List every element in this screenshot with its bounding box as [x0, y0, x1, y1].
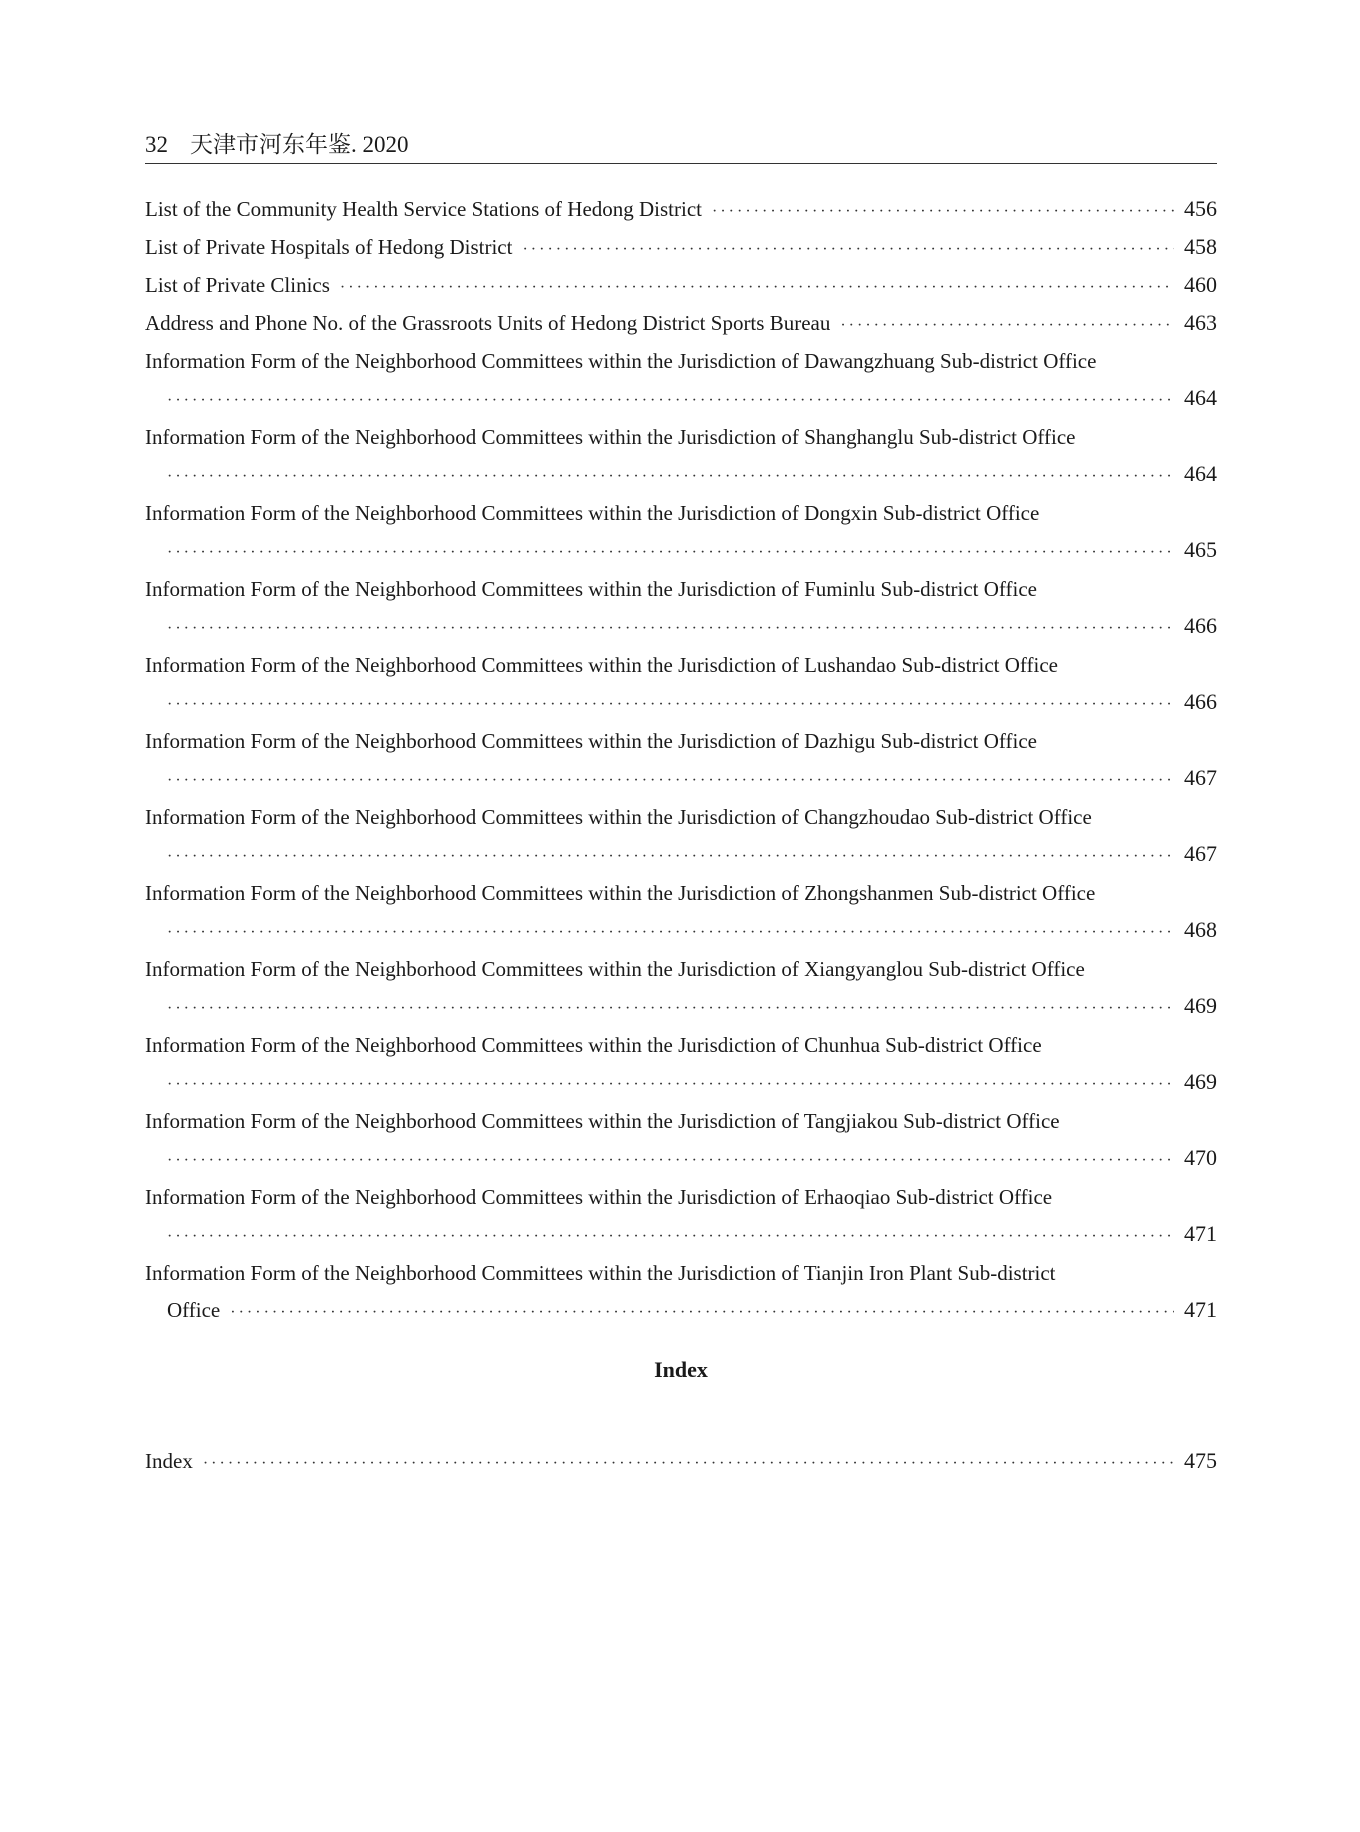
toc-entry-continuation[interactable] — [167, 1067, 1217, 1097]
toc-entry-title[interactable]: Information Form of the Neighborhood Committees within the Jurisdiction of Dawangzhuang Sub-district Office — [145, 349, 1097, 373]
toc-entry-continuation[interactable] — [167, 991, 1217, 1021]
toc-entry[interactable] — [145, 270, 1217, 300]
toc-entry-title[interactable]: Information Form of the Neighborhood Committees within the Jurisdiction of Erhaoqiao Sub-district Office — [145, 1185, 1053, 1209]
toc-entry-title[interactable]: Information Form of the Neighborhood Committees within the Jurisdiction of Lushandao Sub-district Office — [145, 653, 1058, 677]
dot-leader — [340, 273, 1174, 303]
toc-entry-continuation[interactable] — [167, 915, 1217, 945]
dot-leader — [167, 1146, 1174, 1176]
toc-entry-title: List of Private Hospitals of Hedong District — [145, 235, 513, 259]
dot-leader — [167, 994, 1174, 1024]
toc-entry-title[interactable]: Information Form of the Neighborhood Committees within the Jurisdiction of Xiangyanglou Sub-district Office — [145, 957, 1085, 981]
toc-entry-continuation[interactable] — [167, 611, 1217, 641]
dot-leader — [840, 311, 1174, 341]
toc-entry[interactable] — [145, 308, 1217, 338]
toc-entry-title[interactable]: Information Form of the Neighborhood Committees within the Jurisdiction of Tangjiakou Sub-district Office — [145, 1109, 1060, 1133]
index-entry-page: 475 — [1184, 1448, 1217, 1473]
toc-entry-page: 468 — [1184, 917, 1217, 942]
toc-entry-continuation[interactable] — [167, 763, 1217, 793]
toc-entry[interactable] — [145, 194, 1217, 224]
toc-entry-title[interactable]: Information Form of the Neighborhood Committees within the Jurisdiction of Fuminlu Sub-district Office — [145, 577, 1038, 601]
toc-entry-title: List of the Community Health Service Stations of Hedong District — [145, 197, 703, 221]
toc-entry-title[interactable]: Information Form of the Neighborhood Committees within the Jurisdiction of Shanghanglu Sub-district Office — [145, 425, 1076, 449]
toc-entry-title[interactable]: Information Form of the Neighborhood Committees within the Jurisdiction of Chunhua Sub-district Office — [145, 1033, 1042, 1057]
toc-entry-page: 464 — [1184, 461, 1217, 486]
book-title: 天津市河东年鉴. 2020 — [190, 132, 409, 157]
toc-entry-page: 469 — [1184, 1069, 1217, 1094]
header-rule — [145, 163, 1217, 164]
dot-leader — [167, 386, 1174, 416]
toc-entry-page: 463 — [1184, 310, 1217, 335]
dot-leader — [167, 614, 1174, 644]
toc-entry-page: 466 — [1184, 613, 1217, 638]
toc-entry-title[interactable]: Information Form of the Neighborhood Committees within the Jurisdiction of Dongxin Sub-district Office — [145, 501, 1040, 525]
toc-entry-title[interactable]: Information Form of the Neighborhood Committees within the Jurisdiction of Changzhoudao Sub-district Office — [145, 805, 1092, 829]
toc-entry-page: 469 — [1184, 993, 1217, 1018]
toc-entry-page: 467 — [1184, 841, 1217, 866]
toc-entry-continuation[interactable] — [167, 687, 1217, 717]
dot-leader — [167, 690, 1174, 720]
dot-leader — [167, 538, 1174, 568]
dot-leader — [167, 842, 1174, 872]
dot-leader — [203, 1449, 1174, 1479]
toc-entry-title[interactable]: Information Form of the Neighborhood Committees within the Jurisdiction of Dazhigu Sub-district Office — [145, 729, 1037, 753]
toc-entry-continuation[interactable] — [167, 535, 1217, 565]
toc-entry-title-continued: Office — [167, 1298, 221, 1322]
running-header — [145, 128, 1217, 162]
toc-entry-page: 460 — [1184, 272, 1217, 297]
dot-leader — [167, 766, 1174, 796]
toc-entry-continuation[interactable] — [167, 459, 1217, 489]
toc-entry-continuation[interactable] — [167, 1295, 1217, 1325]
toc-entry-continuation[interactable] — [167, 1143, 1217, 1173]
dot-leader — [167, 462, 1174, 492]
toc-entry-continuation[interactable] — [167, 839, 1217, 869]
toc-entry-title: Address and Phone No. of the Grassroots Units of Hedong District Sports Bureau — [145, 311, 831, 335]
index-entry[interactable] — [145, 1446, 1217, 1476]
toc-entry-title[interactable]: Information Form of the Neighborhood Committees within the Jurisdiction of Tianjin Iron Plant Sub-district — [145, 1261, 1056, 1285]
index-entry-title: Index — [145, 1449, 193, 1473]
toc-entry-continuation[interactable] — [167, 1219, 1217, 1249]
toc-entry-page: 470 — [1184, 1145, 1217, 1170]
toc-entry-page: 466 — [1184, 689, 1217, 714]
toc-entry-page: 465 — [1184, 537, 1217, 562]
dot-leader — [230, 1298, 1174, 1328]
dot-leader — [167, 1070, 1174, 1100]
toc-entry-continuation[interactable] — [167, 383, 1217, 413]
toc-entry-page: 458 — [1184, 234, 1217, 259]
toc-entry-page: 467 — [1184, 765, 1217, 790]
dot-leader — [167, 1222, 1174, 1252]
page-number: 32 — [145, 132, 168, 157]
toc-entry-title: List of Private Clinics — [145, 273, 330, 297]
toc-entry-page: 456 — [1184, 196, 1217, 221]
toc-entry-page: 464 — [1184, 385, 1217, 410]
dot-leader — [712, 197, 1174, 227]
dot-leader — [522, 235, 1174, 265]
dot-leader — [167, 918, 1174, 948]
toc-entry-page: 471 — [1184, 1297, 1217, 1322]
toc-entry-title[interactable]: Information Form of the Neighborhood Committees within the Jurisdiction of Zhongshanmen Sub-district Office — [145, 881, 1096, 905]
toc-entry[interactable] — [145, 232, 1217, 262]
index-section-heading: Index — [654, 1357, 708, 1382]
toc-entry-page: 471 — [1184, 1221, 1217, 1246]
